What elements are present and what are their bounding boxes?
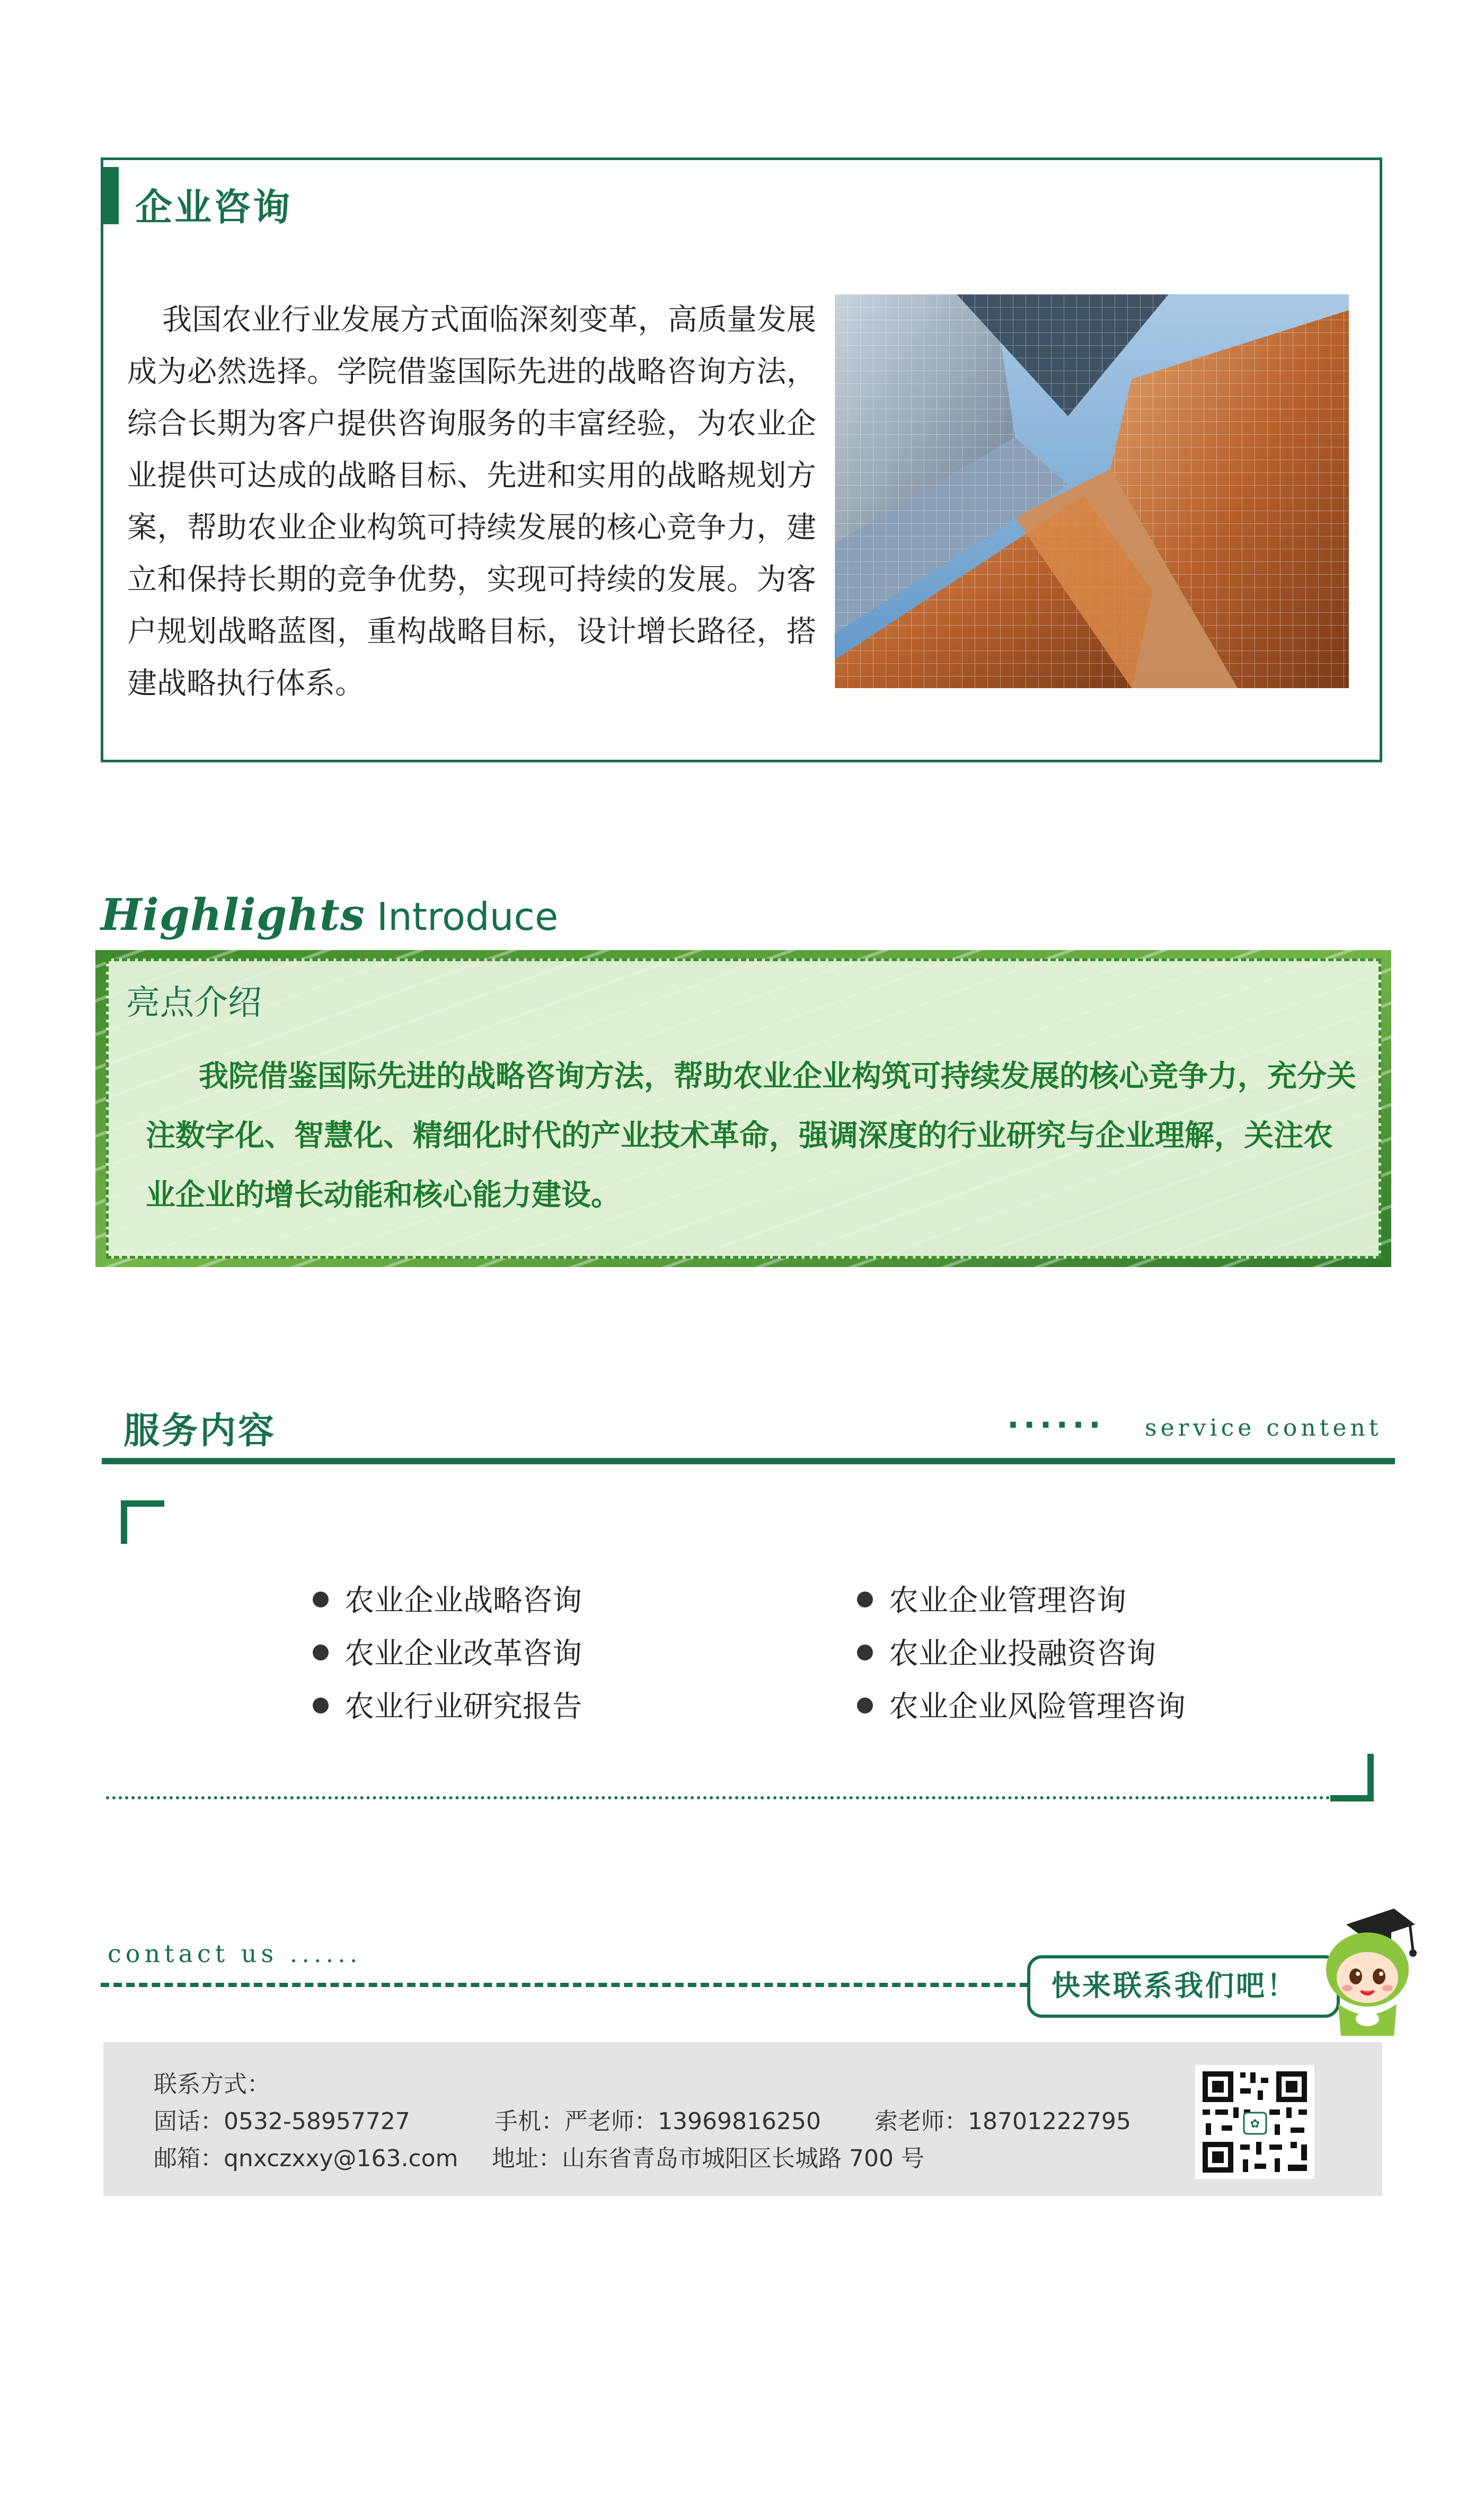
- qr-code-icon: [1195, 2065, 1314, 2179]
- services-dots: ......: [1007, 1399, 1105, 1436]
- corner-bracket-bottom-right: [1330, 1754, 1374, 1801]
- service-item: 农业企业管理咨询: [857, 1577, 1126, 1620]
- contact-mobile-yan: 手机：严老师：13969816250: [494, 2108, 821, 2135]
- bullet-dot-icon: [857, 1592, 873, 1607]
- service-item: 农业企业投融资咨询: [857, 1630, 1156, 1673]
- highlights-heading-strong: Highlights: [101, 890, 365, 941]
- consult-body-text: 我国农业行业发展方式面临深刻变革，高质量发展成为必然选择。学院借鉴国际先进的战略咨询方法，综合长期为客户提供咨询服务的丰富经验，为农业企业提供可达成的战略目标、先进和实用的战略规划方案，帮助农业企业构筑可持续发展的核心竞争力，建立和保持长期的竞争优势，实现可持续的发展。为客户规划战略蓝图，重构战略目标，设计增长路径，搭建战略执行体系。: [127, 303, 816, 701]
- highlights-subtitle: 亮点介绍: [126, 983, 262, 1023]
- contact-dashed-line: [101, 1983, 1028, 1987]
- highlights-heading: [101, 890, 558, 941]
- highlights-heading-light: Introduce: [376, 894, 559, 939]
- mascot-graduate-icon: [1314, 1903, 1420, 2041]
- services-title: 服务内容: [123, 1410, 277, 1452]
- service-item: 农业行业研究报告: [313, 1683, 582, 1726]
- service-item: 农业企业改革咨询: [313, 1630, 582, 1673]
- contact-title-en: contact us ......: [108, 1939, 362, 1968]
- contact-address: 地址：山东省青岛市城阳区长城路 700 号: [492, 2145, 924, 2172]
- corner-bracket-top-left: [121, 1500, 164, 1544]
- bullet-dot-icon: [313, 1645, 329, 1660]
- svg-text:✿: ✿: [1250, 2117, 1260, 2131]
- services-title-en: service content: [1145, 1414, 1382, 1442]
- services-divider: [102, 1458, 1395, 1464]
- highlights-body-text: 我院借鉴国际先进的战略咨询方法，帮助农业企业构筑可持续发展的核心竞争力，充分关注数字化、智慧化、精细化时代的产业技术革命，强调深度的行业研究与企业理解，关注农业企业的增长动能和核心能力建设。: [146, 1059, 1356, 1212]
- contact-phone: 固话：0532-58957727: [154, 2108, 410, 2135]
- consult-title: 企业咨询: [135, 186, 292, 229]
- contact-email: 邮箱：qnxczxxy@163.com: [154, 2145, 458, 2172]
- skyscraper-photo: [835, 294, 1349, 688]
- service-item: 农业企业风险管理咨询: [857, 1683, 1186, 1726]
- bullet-dot-icon: [857, 1698, 873, 1713]
- contact-cta-label: 快来联系我们吧！: [1027, 1955, 1340, 2018]
- services-dotted-line: [106, 1796, 1330, 1799]
- bullet-dot-icon: [857, 1645, 873, 1660]
- contact-mobile-suo: 索老师：18701222795: [874, 2108, 1131, 2135]
- contact-label: 联系方式：: [154, 2071, 270, 2098]
- service-item: 农业企业战略咨询: [313, 1577, 582, 1620]
- consult-title-bar: [101, 167, 119, 224]
- bullet-dot-icon: [313, 1592, 329, 1607]
- bullet-dot-icon: [313, 1698, 329, 1713]
